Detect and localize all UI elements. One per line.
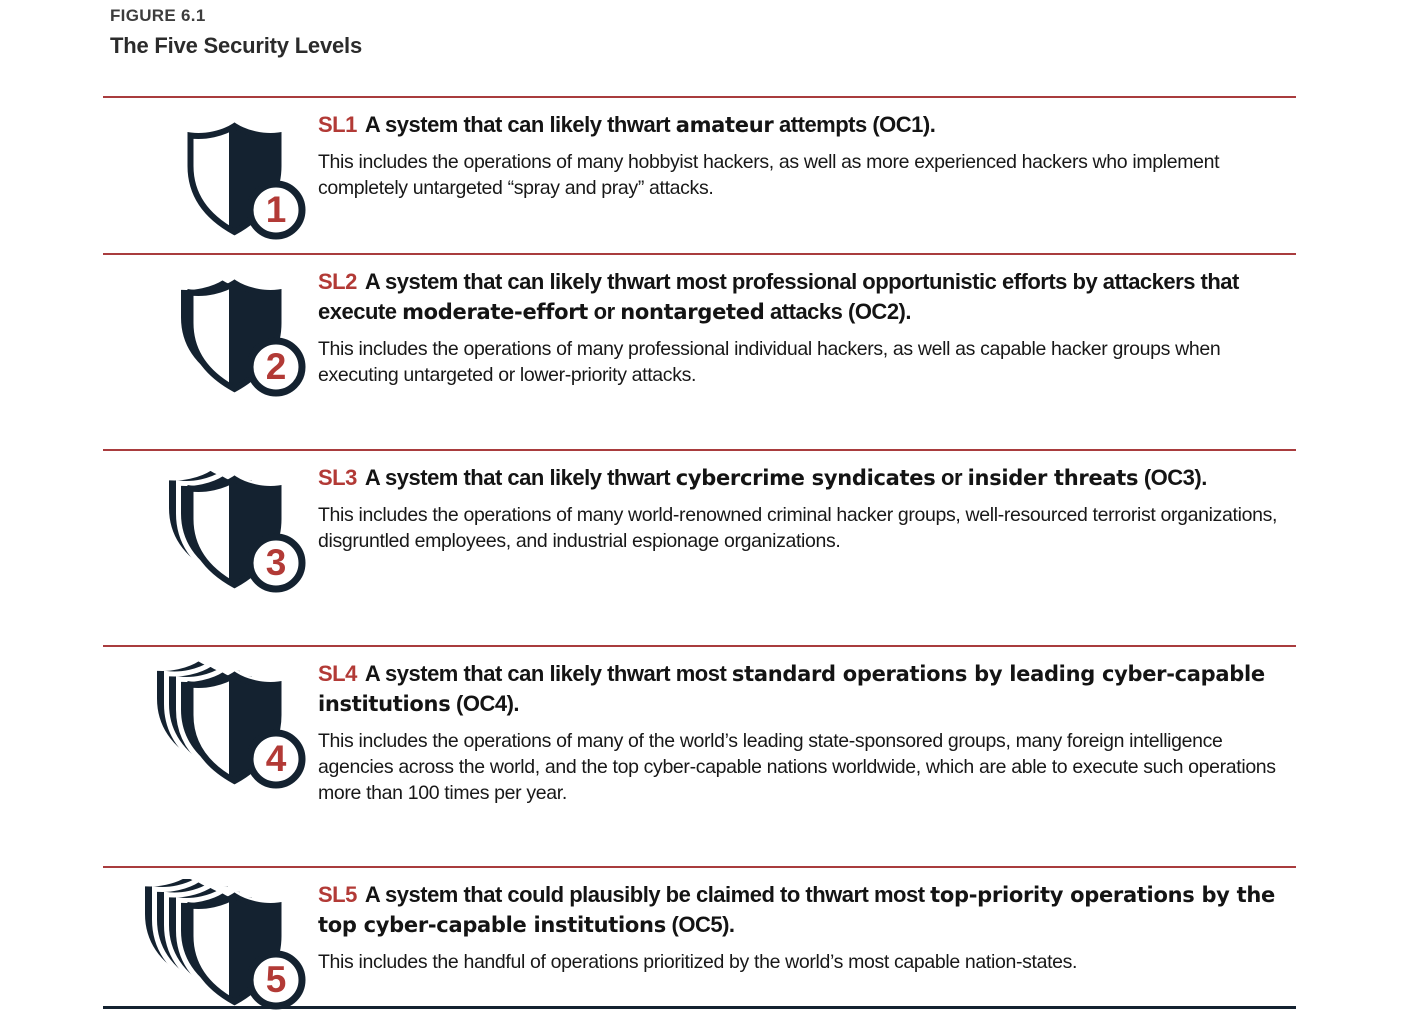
level-label: SL3	[318, 465, 357, 490]
level-text-column	[318, 868, 1296, 1019]
shield-stack-1-icon	[128, 109, 318, 249]
shield-stack-icon-column	[103, 647, 318, 866]
heading-emphasis-segment: amateur	[675, 113, 774, 137]
heading-segment: A system that can likely thwart	[364, 112, 676, 137]
shield-stack-5-icon	[128, 879, 318, 1019]
heading-emphasis-segment: standard operations by leading cyber-capable institutions	[318, 662, 1265, 716]
heading-emphasis-segment: top-priority operations by the top cyber-capable institutions	[318, 883, 1275, 937]
security-levels-list	[103, 96, 1296, 1019]
heading-emphasis-segment: insider threats	[967, 466, 1139, 490]
level-text-column	[318, 255, 1296, 449]
heading-segment: (OC3).	[1138, 465, 1207, 490]
level-heading	[318, 267, 1296, 327]
level-description: This includes the operations of many professional individual hackers, as well as capable hacker groups when executing untargeted or lower-priority attacks.	[318, 338, 1221, 386]
security-level-row-sl4	[103, 645, 1296, 866]
level-label: SL1	[318, 112, 357, 137]
shield-stack-2-icon	[128, 266, 318, 406]
figure-title: The Five Security Levels	[110, 33, 362, 58]
shield-stack-3-icon	[128, 462, 318, 602]
heading-segment: or	[588, 299, 621, 324]
level-text-column	[318, 451, 1296, 645]
figure-header	[110, 6, 362, 59]
figure-label: FIGURE 6.1	[110, 6, 206, 25]
shield-stack-icon-column	[103, 255, 318, 449]
shield-stack-icon-column	[103, 451, 318, 645]
heading-emphasis-segment: cybercrime syndicates	[675, 466, 936, 490]
level-heading	[318, 880, 1296, 940]
heading-segment: attempts (OC1).	[773, 112, 936, 137]
heading-segment: A system that can likely thwart	[364, 465, 676, 490]
level-description: This includes the handful of operations prioritized by the world’s most capable nation-states.	[318, 951, 1078, 973]
level-text-column	[318, 647, 1296, 866]
level-description: This includes the operations of many hobbyist hackers, as well as more experienced hackers who implement completely untargeted “spray and pray” attacks.	[318, 151, 1220, 199]
heading-segment: A system that could plausibly be claimed to thwart most	[364, 882, 931, 907]
shield-stack-icon-column	[103, 98, 318, 253]
level-label: SL2	[318, 269, 357, 294]
level-description: This includes the operations of many world-renowned criminal hacker groups, well-resourced terrorist organizations, disgruntled employees, and industrial espionage organizations.	[318, 504, 1278, 552]
heading-segment: attacks (OC2).	[764, 299, 911, 324]
heading-emphasis-segment: moderate-effort	[402, 300, 589, 324]
shield-stack-4-icon	[128, 658, 318, 798]
level-label: SL4	[318, 661, 357, 686]
badge-number: 5	[265, 959, 287, 1000]
heading-emphasis-segment: nontargeted	[620, 300, 765, 324]
badge-number: 1	[265, 189, 287, 230]
level-heading	[318, 110, 1296, 140]
heading-segment: A system that can likely thwart most professional opportunistic efforts by attackers that execute	[318, 269, 1239, 324]
level-label: SL5	[318, 882, 357, 907]
level-heading	[318, 659, 1296, 719]
level-heading	[318, 463, 1296, 493]
shield-stack-icon-column	[103, 868, 318, 1019]
badge-number: 3	[265, 542, 287, 583]
security-level-row-sl3	[103, 449, 1296, 645]
security-level-row-sl1	[103, 96, 1296, 253]
security-level-row-sl2	[103, 253, 1296, 449]
badge-number: 4	[265, 738, 287, 779]
level-text-column	[318, 98, 1296, 253]
security-level-row-sl5	[103, 866, 1296, 1019]
heading-segment: or	[935, 465, 968, 490]
heading-segment: A system that can likely thwart most	[364, 661, 732, 686]
badge-number: 2	[265, 346, 287, 387]
heading-segment: (OC4).	[450, 691, 520, 716]
heading-segment: (OC5).	[665, 912, 735, 937]
level-description: This includes the operations of many of the world’s leading state-sponsored groups, many foreign intelligence agencies across the world, and the top cyber-capable nations worldwide, which are able to execute such operations more than 100 times per year.	[318, 730, 1276, 804]
